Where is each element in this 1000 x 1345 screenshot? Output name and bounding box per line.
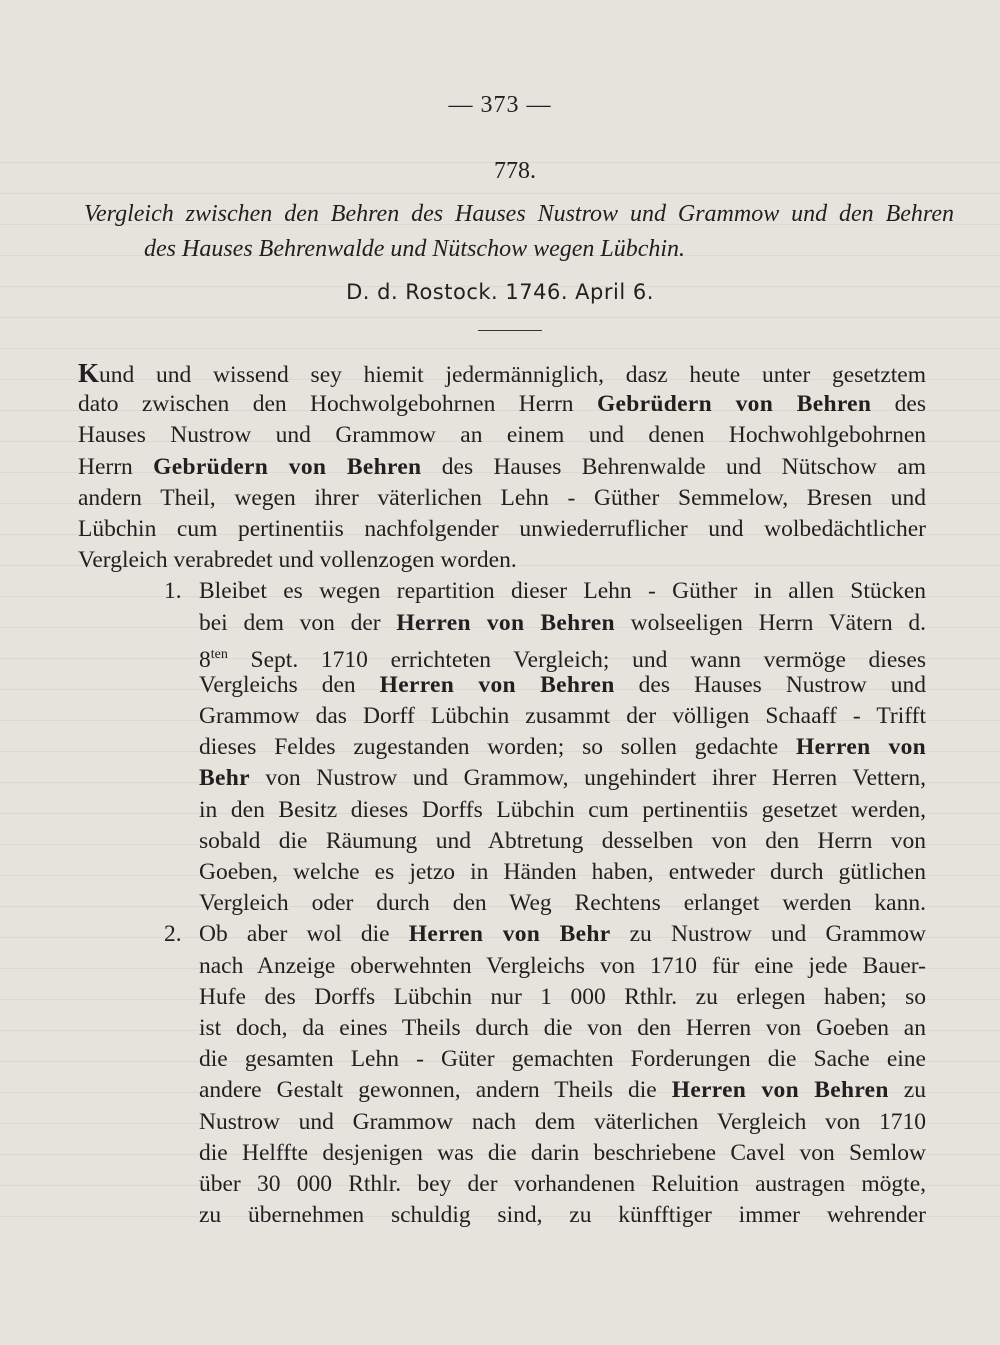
item-1-line: Vergleichs den Herren von Behren des Hauses Nustrow und <box>199 671 926 698</box>
item-2-line: andere Gestalt gewonnen, andern Theils die Herren von Behren zu <box>199 1077 926 1104</box>
item-2-line: 2. Ob aber wol die Herren von Behr zu Nustrow und Grammow <box>78 919 926 950</box>
item-2-line: Nustrow und Grammow nach dem väterlichen Vergleich von 1710 <box>199 1108 926 1135</box>
emphasis-name: Gebrüdern von Behren <box>596 391 872 418</box>
title-line-2: des Hauses Behrenwalde und Nütschow wegen Lübchin. <box>144 236 686 262</box>
text-line: Hauses Nustrow und Grammow an einem und denen Hochwohlgebohrnen <box>78 422 926 449</box>
emphasis-name: Herren von Behren <box>379 671 615 698</box>
emphasis-name: Gebrüdern von Behren <box>153 453 422 480</box>
item-2-line: ist doch, da eines Theils durch die von den Herren von Goeben an <box>199 1014 926 1041</box>
item-1-line: dieses Feldes zugestanden worden; so sollen gedachte Herren von <box>199 734 927 761</box>
item-1-line: sobald die Räumung und Abtretung desselben von den Herrn von <box>199 827 926 854</box>
item-1-line: in den Besitz dieses Dorffs Lübchin cum pertinentiis gesetzet werden, <box>199 796 926 823</box>
document-title <box>84 197 954 267</box>
item-1-line: Goeben, welche es jetzo in Händen haben, entweder durch gütlichen <box>199 859 926 885</box>
item-1-line: Vergleich oder durch den Weg Rechtens erlanget werden kann. <box>199 890 926 917</box>
item-2-line: nach Anzeige oberwehnten Vergleichs von 1710 für eine jede Bauer- <box>199 952 926 979</box>
item-1-line: $8^{ten}$ Sept. 1710 errichteten Vergleich; und wann vermöge dieses <box>199 646 926 673</box>
item-2-line: über 30 000 Rthlr. bey der vorhandenen Reluition austragen mögte, <box>199 1170 926 1197</box>
text-line: Kund und wissend sey hiemit jedermänniglich, dasz heute unter gesetztem <box>78 358 926 388</box>
item-2-line: die Helffte desjenigen was die darin beschriebene Cavel von Semlow <box>199 1139 926 1166</box>
item-2-line: die gesamten Lehn - Güter gemachten Forderungen die Sache eine <box>199 1046 926 1073</box>
text-line: Vergleich verabredet und vollenzogen worden. <box>78 547 517 574</box>
separator-rule <box>478 330 542 331</box>
item-1-line: 1. Bleibet es wegen repartition dieser Lehn - Güther in allen Stücken <box>78 576 926 607</box>
document-number: 778. <box>494 158 536 184</box>
initial-letter: K <box>78 358 100 388</box>
emphasis-name: Herren von Behren <box>396 609 615 636</box>
title-line-1: Vergleich zwischen den Behren des Hauses Nustrow und Grammow und den Behren <box>84 201 954 227</box>
body-text <box>78 358 926 1231</box>
text-line: Lübchin cum pertinentiis nachfolgender unwiederruflicher und wolbedächtlicher <box>78 515 926 542</box>
item-1-line: bei dem von der Herren von Behren wolseeligen Herrn Vätern d. <box>199 609 926 636</box>
emphasis-name: Behr <box>199 765 250 792</box>
ordinal-superscript: ten <box>210 646 228 662</box>
text-line: andern Theil, wegen ihrer väterlichen Lehn - Güther Semmelow, Bresen und <box>78 484 926 511</box>
emphasis-name: Herren von Behr <box>408 921 611 948</box>
item-2-number: 2. <box>164 921 182 948</box>
page-number: — 373 — <box>448 92 552 118</box>
item-1-line: Behr von Nustrow und Grammow, ungehindert ihrer Herren Vettern, <box>199 765 926 792</box>
item-2-line: zu übernehmen schuldig sind, zu künfftiger immer wehrender <box>199 1202 926 1229</box>
emphasis-name: Herren von Behren <box>671 1077 889 1104</box>
dateline: D. d. Rostock. 1746. April 6. <box>346 280 654 304</box>
item-2-line: Hufe des Dorffs Lübchin nur 1 000 Rthlr. zu erlegen haben; so <box>199 983 926 1010</box>
emphasis-name: Herren von <box>796 734 927 761</box>
text-line: Herrn Gebrüdern von Behren des Hauses Behrenwalde und Nütschow am <box>78 453 926 480</box>
text-line: dato zwischen den Hochwolgebohrnen Herrn Gebrüdern von Behren des <box>78 391 927 418</box>
item-1-line: Grammow das Dorff Lübchin zusammt der völligen Schaaff - Trifft <box>199 703 926 730</box>
item-1-number: 1. <box>164 578 182 605</box>
